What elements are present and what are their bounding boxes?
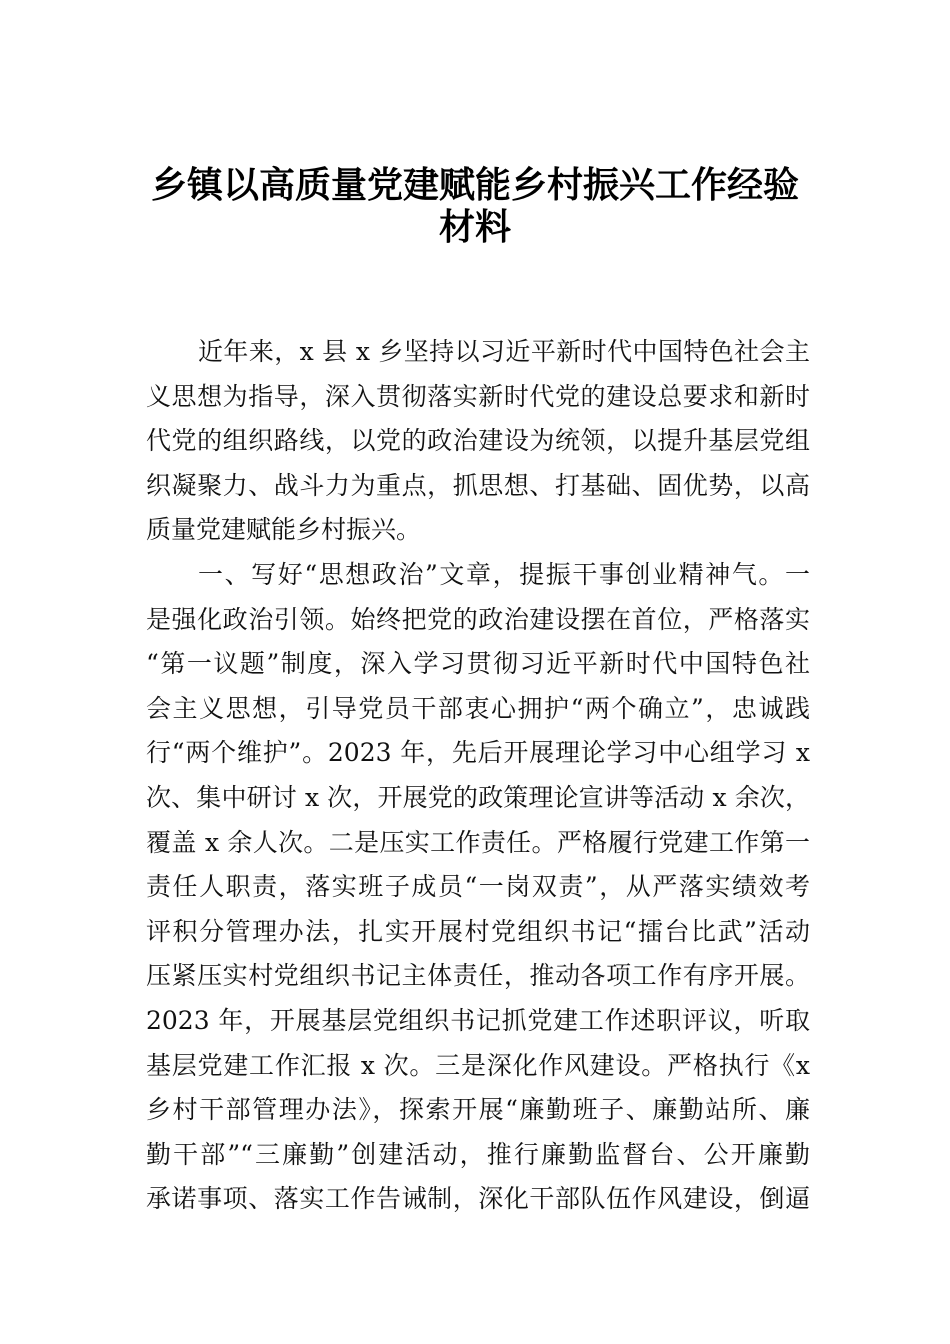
text-line: 是强化政治引领。始终把党的政治建设摆在首位，严格落实	[146, 604, 810, 634]
text-line: 2023 年，开展基层党组织书记抓党建工作述职评议，听取	[146, 1005, 810, 1035]
text-line: 行“两个维护”。2023 年，先后开展理论学习中心组学习 x	[146, 738, 810, 768]
text-line: 一、写好“思想政治”文章，提振干事创业精神气。一	[198, 559, 810, 589]
text-line: 织凝聚力、战斗力为重点，抓思想、打基础、固优势，以高	[146, 470, 810, 500]
document-body	[146, 330, 810, 1222]
text-line: 责任人职责，落实班子成员“一岗双责”，从严落实绩效考	[146, 872, 810, 902]
document-title-line-2: 材料	[438, 206, 511, 248]
text-line: 次、集中研讨 x 次，开展党的政策理论宣讲等活动 x 余次，	[146, 782, 810, 812]
text-line: 压紧压实村党组织书记主体责任，推动各项工作有序开展。	[146, 961, 810, 991]
text-line: 近年来，x 县 x 乡坚持以习近平新时代中国特色社会主	[198, 337, 810, 366]
text-line: 承诺事项、落实工作告诫制，深化干部队伍作风建设，倒逼	[146, 1184, 810, 1214]
text-line: 乡村干部管理办法》，探索开展“廉勤班子、廉勤站所、廉	[146, 1095, 810, 1125]
text-line: 质量党建赋能乡村振兴。	[146, 515, 422, 545]
paragraph-section-one	[146, 553, 810, 1222]
text-line: 义思想为指导，深入贯彻落实新时代党的建设总要求和新时	[146, 381, 810, 411]
text-line: 基层党建工作汇报 x 次。三是深化作风建设。严格执行《x	[146, 1050, 810, 1080]
document-title-line-1: 乡镇以高质量党建赋能乡村振兴工作经验	[150, 164, 799, 206]
text-line: 代党的组织路线，以党的政治建设为统领，以提升基层党组	[146, 426, 810, 456]
paragraph-intro	[146, 330, 810, 553]
text-line: “第一议题”制度，深入学习贯彻习近平新时代中国特色社	[146, 649, 810, 679]
text-line: 会主义思想，引导党员干部衷心拥护“两个确立”，忠诚践	[146, 693, 810, 723]
text-line: 覆盖 x 余人次。二是压实工作责任。严格履行党建工作第一	[146, 827, 810, 857]
text-line: 勤干部”“三廉勤”创建活动，推行廉勤监督台、公开廉勤	[146, 1139, 810, 1169]
text-line: 评积分管理办法，扎实开展村党组织书记“擂台比武”活动	[146, 916, 810, 946]
